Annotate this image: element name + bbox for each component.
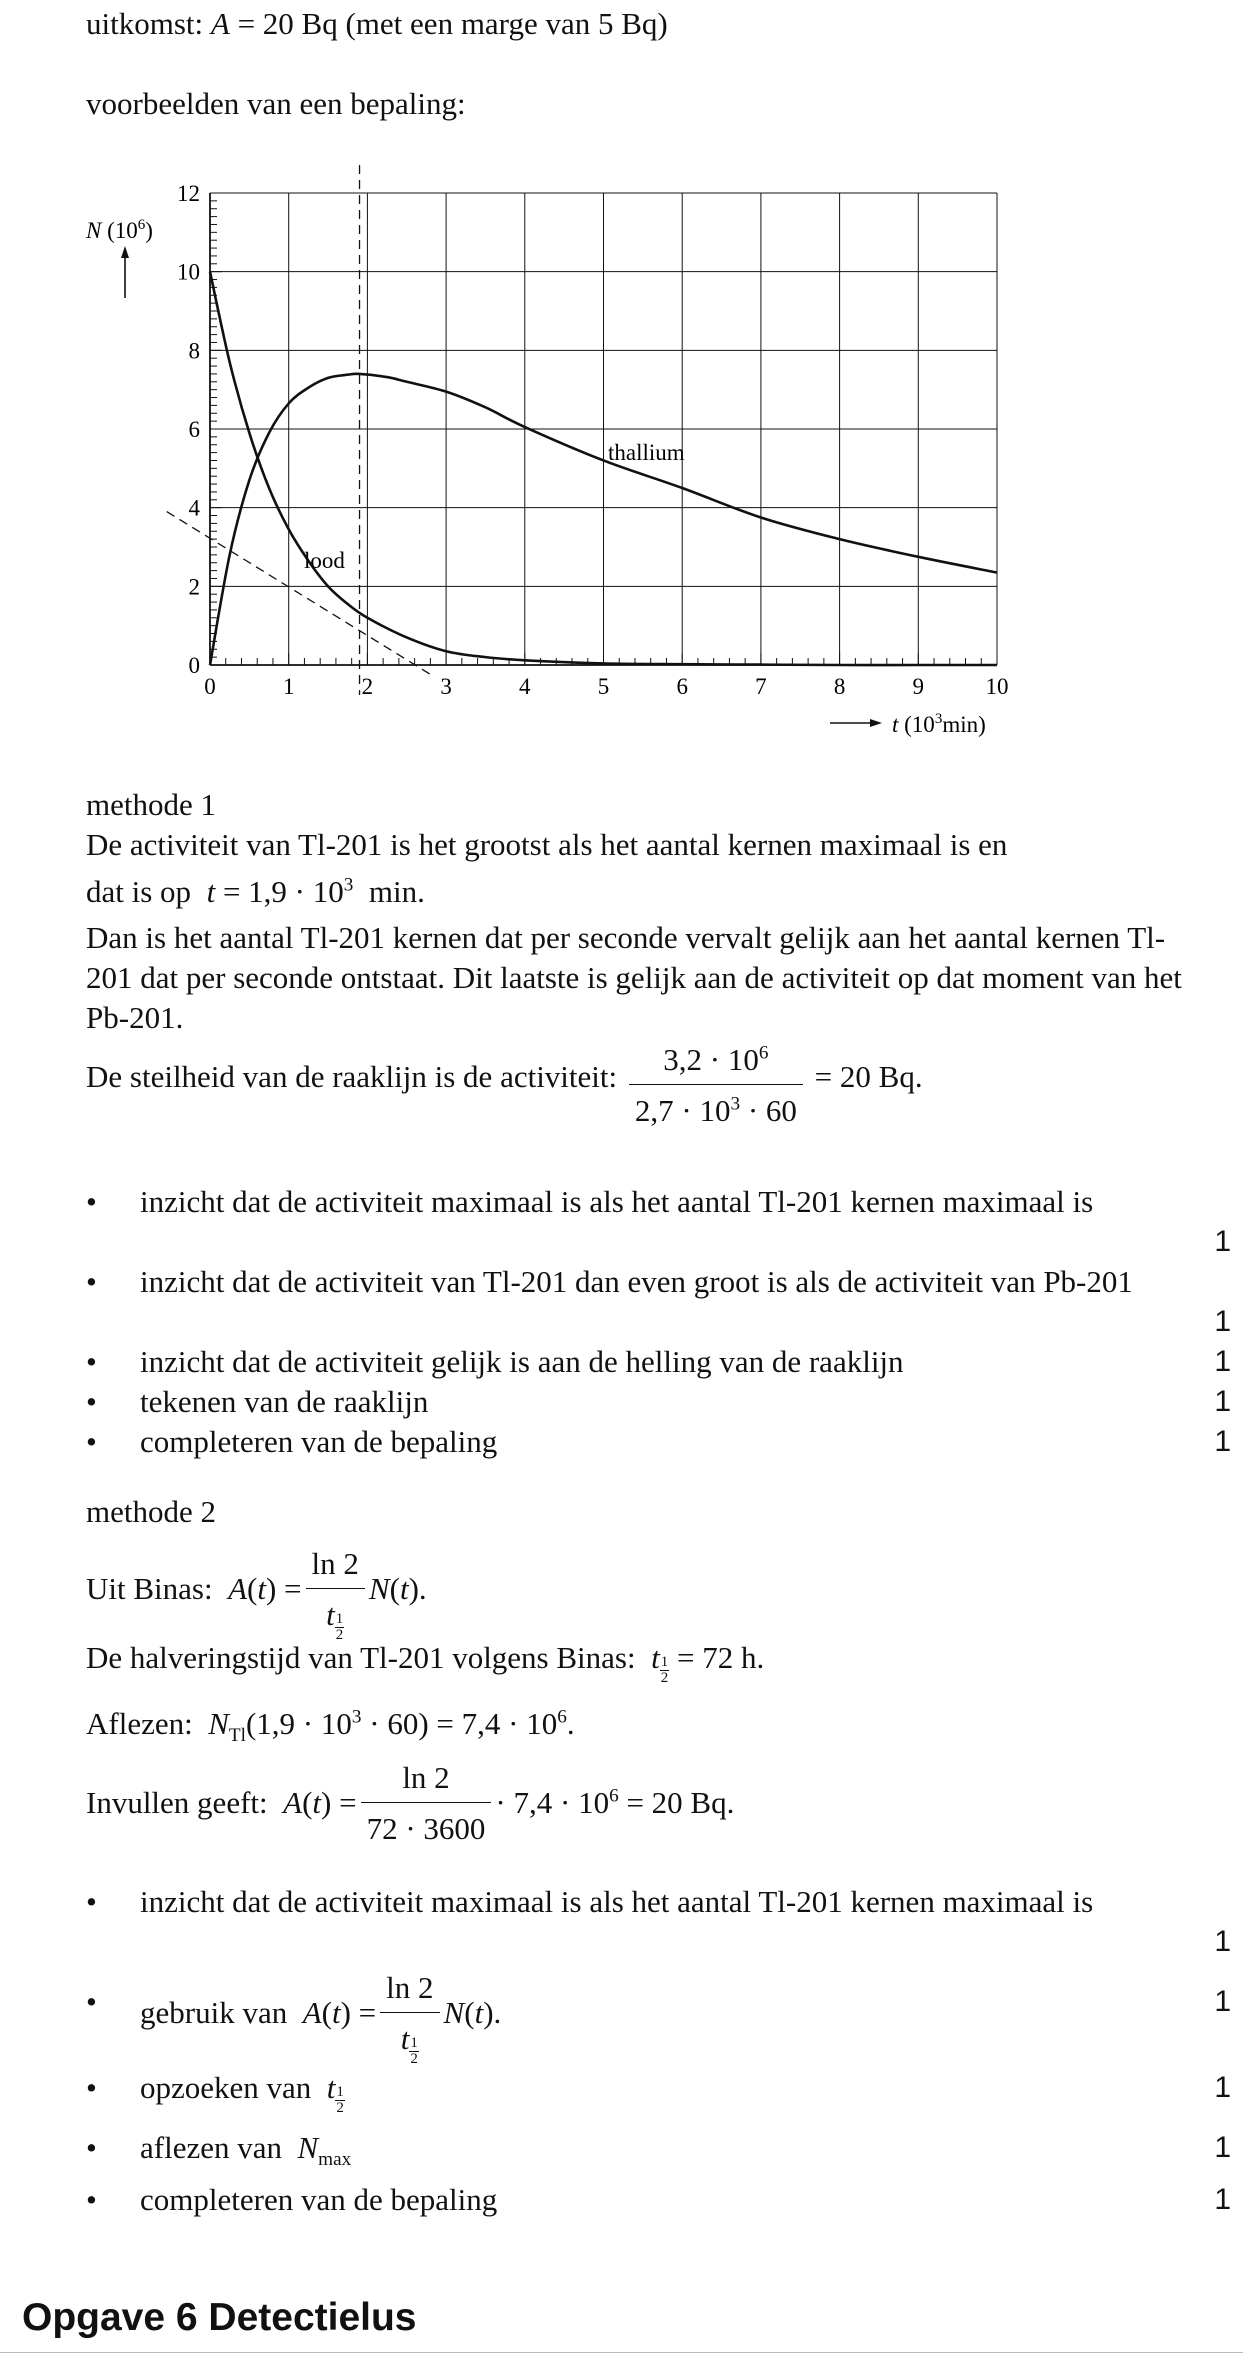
steilheid-fraction: $\frac{3,2 \cdot 10^6}{2,7 \cdot 10^3 \cdot 60}$ (629, 1040, 803, 1131)
y-tick-label: 6 (188, 417, 200, 442)
y-axis-arrowhead (121, 246, 129, 258)
m2-bullet-1: inzicht dat de activiteit maximaal is als het aantal Tl-201 kernen maximaal is (140, 1884, 1094, 1919)
chart-annotations (167, 165, 435, 695)
methode1-p3: De steilheid van de raaklijn is de activiteit: $\frac{3,2 \cdot 10^6}{2,7 \cdot 10^3 \cdot 60}$ = 20 Bq. (86, 1040, 923, 1131)
methode1-p1b: dat is op $t = 1,9 \cdot 10^3$ min. (86, 874, 425, 909)
x-tick-labels (204, 674, 1008, 699)
m2-score-5: 1 (1214, 2183, 1231, 2216)
y-tick-label: 4 (188, 495, 200, 521)
next-section-heading: Opgave 6 Detectielus (22, 2296, 417, 2339)
chart-grid (210, 193, 997, 665)
y-tick-label: 0 (188, 653, 200, 678)
x-tick-label: 1 (282, 674, 295, 699)
bottom-divider (0, 2352, 1243, 2353)
y-tick-label: 12 (177, 181, 200, 206)
x-tick-label: 7 (755, 674, 767, 699)
methode1-p1a: De activiteit van Tl-201 is het grootst als het aantal kernen maximaal is en (86, 827, 1008, 862)
m2-bullet-2: gebruik van A(t) = ln 2 t $\frac{1}{2}$ N(t). (140, 1970, 502, 2067)
m1-bullet-3: inzicht dat de activiteit gelijk is aan de helling van de raaklijn (140, 1344, 904, 1379)
y-tick-label: 2 (188, 574, 200, 600)
m1-score-4: 1 (1214, 1385, 1231, 1418)
x-axis-arrowhead (870, 719, 882, 727)
y-tick-label: 8 (188, 338, 200, 364)
x-tick-label: 6 (676, 674, 688, 699)
voorbeelden-line: voorbeelden van een bepaling: (86, 86, 466, 121)
m2-score-1: 1 (1214, 1925, 1231, 1958)
y-tick-labels (177, 181, 201, 678)
tangent-dashed-line (167, 512, 435, 677)
label-thallium: thallium (608, 440, 685, 465)
uitkomst-value: = 20 Bq (met een marge van 5 Bq) (229, 6, 668, 41)
x-tick-label: 3 (440, 674, 452, 699)
m1-bullet-4: tekenen van de raaklijn (140, 1384, 429, 1419)
methode1-title: methode 1 (86, 787, 216, 822)
m2-bullet-5: completeren van de bepaling (140, 2182, 498, 2217)
x-tick-label: 4 (519, 674, 531, 699)
decay-chart (60, 160, 1040, 750)
methode2-invullen: Invullen geeft: A(t) = $\frac{\ln 2}{72 \cdot 3600}$ · $7,4 \cdot 10^6 = 20$ Bq. (86, 1760, 735, 1846)
x-tick-label: 2 (361, 674, 374, 699)
m2-score-2: 1 (1214, 1985, 1231, 2018)
m1-score-3: 1 (1214, 1345, 1231, 1378)
methode1-p2: Dan is het aantal Tl-201 kernen dat per seconde vervalt gelijk aan het aantal kernen Tl-201 dat per seconde ontstaat. Dit laatste is gelijk aan de activiteit op dat moment van het Pb-201. (86, 920, 1182, 1035)
methode2-aflezen: Aflezen: $N_{Tl}(1,9 \cdot 10^3 \cdot 60) = 7,4 \cdot 10^6$. (86, 1706, 575, 1747)
x-tick-label: 5 (597, 674, 610, 699)
x-tick-label: 0 (204, 674, 216, 699)
m2-bullet-3: opzoeken van t $\frac{1}{2}$ (140, 2070, 344, 2116)
m1-bullet-5: completeren van de bepaling (140, 1424, 498, 1459)
m1-bullet-2: inzicht dat de activiteit van Tl-201 dan even groot is als de activiteit van Pb-201 (140, 1264, 1133, 1299)
m1-score-1: 1 (1214, 1225, 1231, 1258)
y-tick-label: 10 (177, 259, 200, 285)
m1-bullet-1: inzicht dat de activiteit maximaal is als het aantal Tl-201 kernen maximaal is (140, 1184, 1094, 1219)
x-tick-label: 9 (912, 674, 925, 699)
label-lood: lood (304, 548, 345, 573)
x-tick-label: 8 (833, 674, 846, 699)
m1-score-5: 1 (1214, 1425, 1231, 1458)
x-tick-label: 10 (985, 674, 1009, 699)
y-axis-label: N $(10^6)$ (86, 217, 153, 243)
methode2-binas: Uit Binas: A(t) = ln 2 t $\frac{1}{2}$ N(t). (86, 1546, 427, 1643)
x-axis-label: t $(10^3\min)$ (892, 711, 986, 737)
methode2-title: methode 2 (86, 1494, 216, 1529)
m2-score-3: 1 (1214, 2071, 1231, 2104)
uitkomst-line: uitkomst: A = 20 Bq (met een marge van 5 Bq) (86, 6, 668, 41)
methode2-halvering: De halveringstijd van Tl-201 volgens Binas: t $\frac{1}{2}$ = 72 h. (86, 1640, 765, 1686)
m2-score-4: 1 (1214, 2131, 1231, 2164)
uitkomst-label: uitkomst: (86, 6, 204, 41)
m2-bullet-4: aflezen van $N_{max}$ (140, 2130, 352, 2171)
m1-score-2: 1 (1214, 1305, 1231, 1338)
